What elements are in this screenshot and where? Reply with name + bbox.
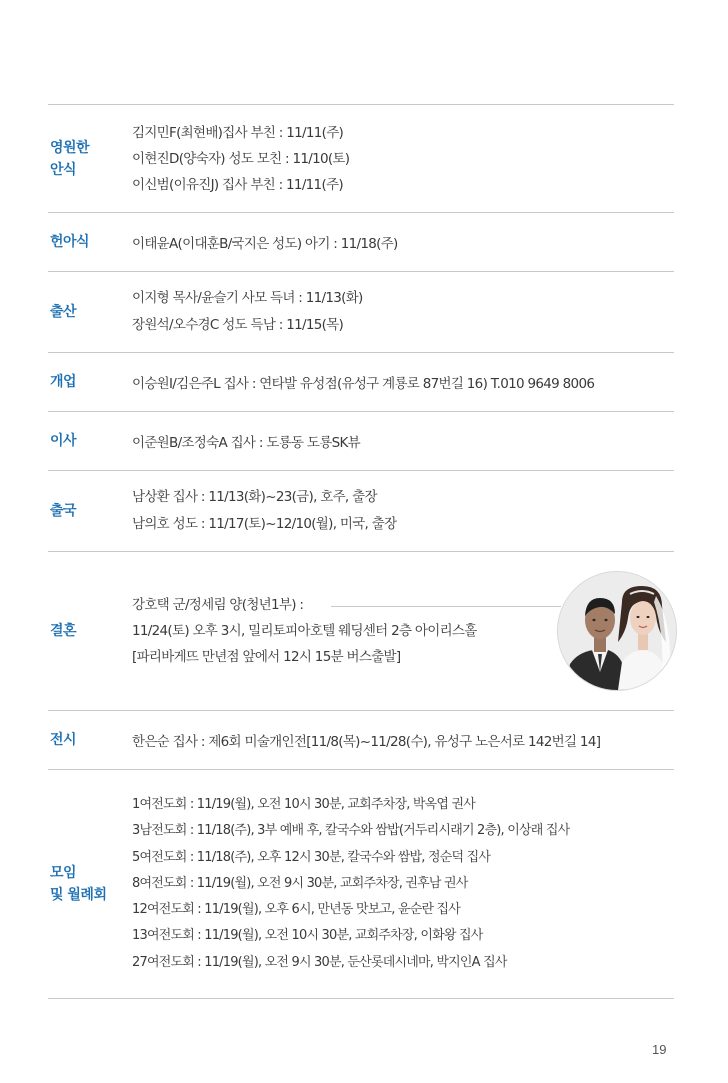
entry-line: 이지형 목사/윤슬기 사모 득녀 : 11/13(화) <box>132 290 363 306</box>
entry-line: 13여전도회 : 11/19(월), 오전 10시 30분, 교회주차장, 이화왕 집사 <box>132 928 483 944</box>
wedding-couple-photo <box>557 571 677 691</box>
section-label-opening: 개업 <box>50 374 77 390</box>
entry-line: 남상환 집사 : 11/13(화)~23(금), 호주, 출장 <box>132 489 377 505</box>
entry-line: 27여전도회 : 11/19(월), 오전 9시 30분, 둔산롯데시네마, 박지인A 집사 <box>132 954 507 970</box>
section-content-birth <box>132 285 363 339</box>
entry-line: 이승원I/김은주L 집사 : 연타발 유성점(유성구 계룡로 87번길 16) T.010 9649 8006 <box>132 376 595 392</box>
section-travel <box>48 470 674 551</box>
section-condolence <box>48 104 674 212</box>
section-content-dedication <box>132 232 398 252</box>
section-dedication <box>48 212 674 271</box>
page-number: 19 <box>652 1042 667 1057</box>
entry-line: 한은순 집사 : 제6회 미술개인전[11/8(목)~11/28(수), 유성구 노은서로 142번길 14] <box>132 734 601 750</box>
entry-line: 이태윤A(이대훈B/국지은 성도) 아기 : 11/18(주) <box>132 236 398 252</box>
section-content-travel <box>132 484 396 538</box>
entry-line: 이신범(이유진J) 집사 부친 : 11/11(주) <box>132 176 343 193</box>
entry-line: [파리바게뜨 만년점 앞에서 12시 15분 버스출발] <box>132 649 401 665</box>
section-opening <box>48 352 674 411</box>
entry-line: 김지민F(최현배)집사 부친 : 11/11(주) <box>132 124 344 141</box>
section-exhibit <box>48 710 674 769</box>
section-label-birth: 출산 <box>50 304 77 320</box>
entry-line: 강호택 군/정세림 양(청년1부) : <box>132 597 304 613</box>
section-content-condolence <box>132 120 349 198</box>
section-content-wedding <box>132 592 477 670</box>
entry-line: 11/24(토) 오후 3시, 밀리토피아호텔 웨딩센터 2층 아이리스홀 <box>132 623 477 639</box>
entry-line: 3남전도회 : 11/18(주), 3부 예배 후, 칼국수와 쌈밥(거두리시래기 2층), 이상래 집사 <box>132 823 570 839</box>
wedding-divider-line <box>331 606 561 607</box>
section-label-wedding: 결혼 <box>50 623 77 639</box>
entry-line: 8여전도회 : 11/19(월), 오전 9시 30분, 교회주차장, 권후남 권사 <box>132 875 468 891</box>
entry-line: 이준원B/조정숙A 집사 : 도룡동 도룡SK뷰 <box>132 435 360 451</box>
entry-line: 장원석/오수경C 성도 득남 : 11/15(목) <box>132 317 344 333</box>
section-label-exhibit: 전시 <box>50 732 77 748</box>
section-moving <box>48 411 674 470</box>
section-label-meeting: 모임 및 월례회 <box>50 865 107 903</box>
section-label-travel: 출국 <box>50 503 77 519</box>
announcements-list <box>48 104 674 999</box>
section-content-opening <box>132 372 594 392</box>
section-content-exhibit <box>132 730 600 750</box>
section-meeting <box>48 769 674 999</box>
couple-photo-illustration <box>558 572 676 690</box>
entry-line: 12여전도회 : 11/19(월), 오후 6시, 만년동 맛보고, 윤순란 집사 <box>132 902 461 918</box>
section-content-meeting <box>132 792 569 975</box>
entry-line: 5여전도회 : 11/18(주), 오후 12시 30분, 칼국수와 쌈밥, 정순덕 집사 <box>132 849 491 865</box>
section-birth <box>48 271 674 352</box>
entry-line: 1여전도회 : 11/19(월), 오전 10시 30분, 교회주차장, 박옥엽 권사 <box>132 797 476 813</box>
section-wedding <box>48 551 674 710</box>
section-label-condolence: 영원한 안식 <box>50 139 90 178</box>
section-label-dedication: 헌아식 <box>50 234 90 250</box>
entry-line: 남의호 성도 : 11/17(토)~12/10(월), 미국, 출장 <box>132 516 397 532</box>
entry-line: 이현진D(양숙자) 성도 모친 : 11/10(토) <box>132 150 350 167</box>
section-label-moving: 이사 <box>50 433 77 449</box>
section-content-moving <box>132 431 360 451</box>
